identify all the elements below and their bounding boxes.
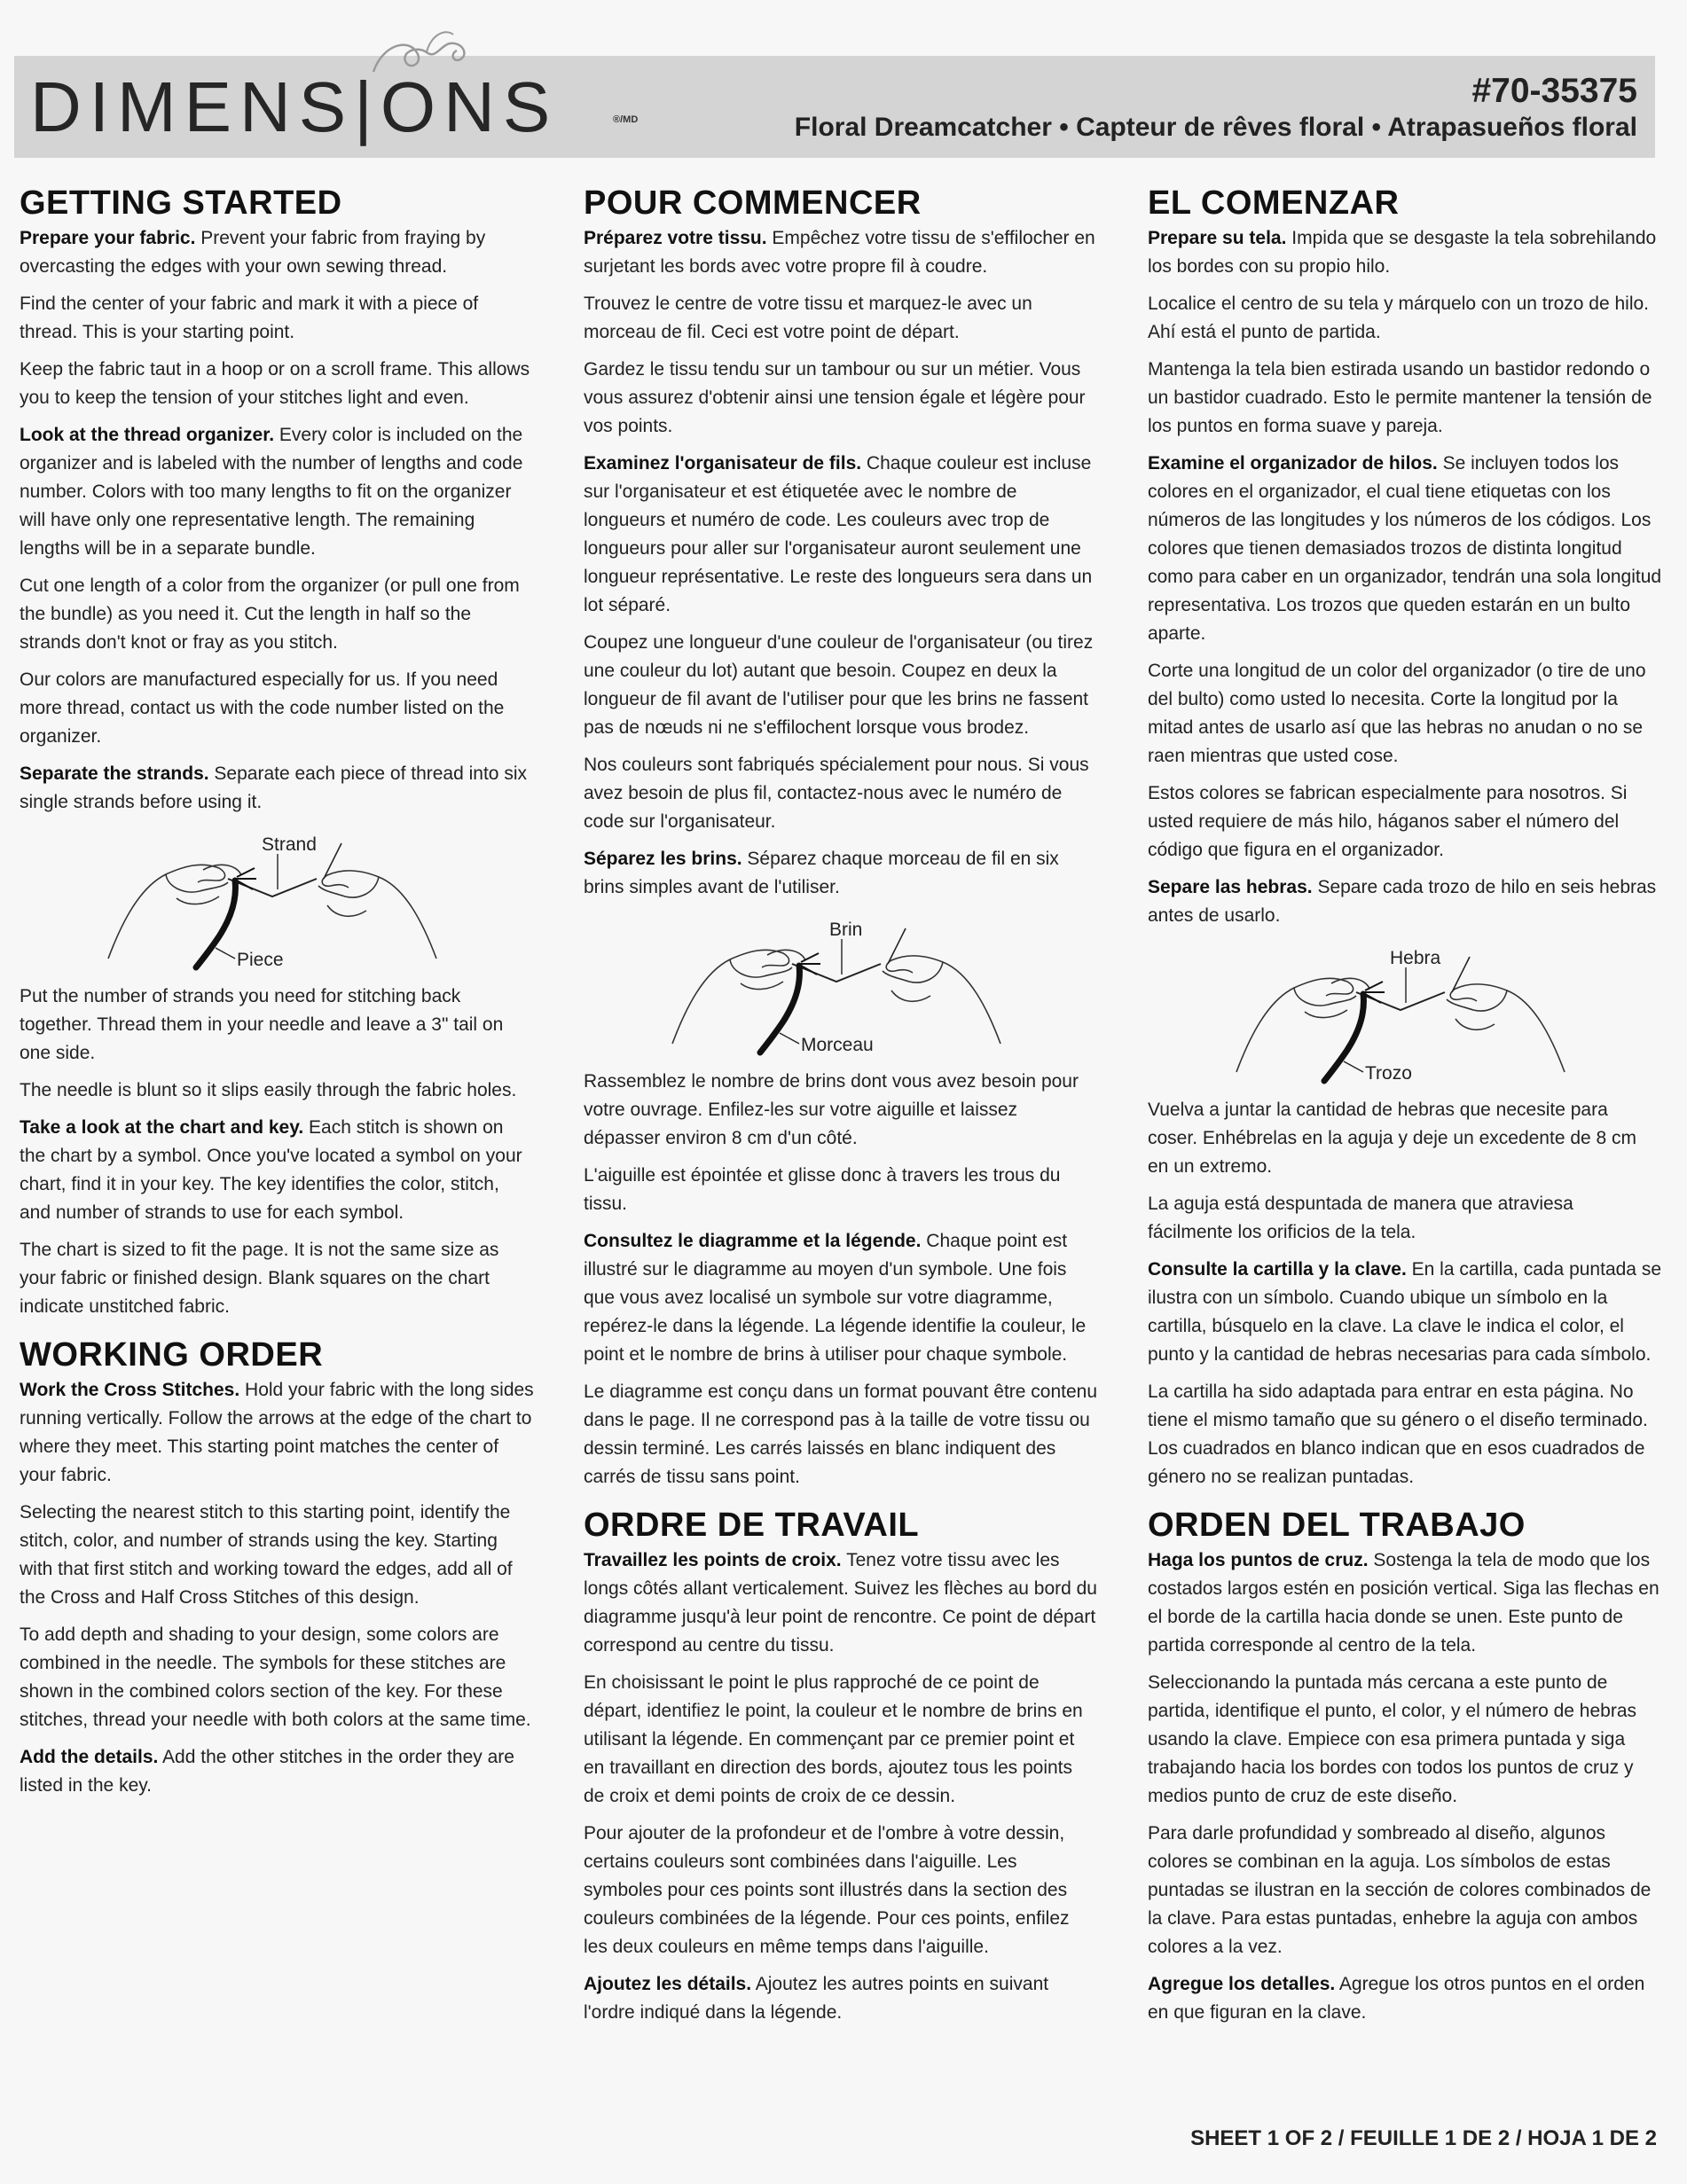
paragraph: L'aiguille est épointée et glisse donc à travers les trous du tissu.	[584, 1165, 1061, 1214]
paragraph: To add depth and shading to your design, some colors are combined in the needle. The symbols for these stitches are shown in the combined colors section of the key. For these stitches, thread your needle with both colors at the same time.	[20, 1624, 531, 1730]
paragraph: La aguja está despuntada de manera que atraviesa fácilmente los orificios de la tela.	[1148, 1194, 1573, 1242]
paragraph: Work the Cross Stitches. Hold your fabric with the long sides running vertically. Follow the arrows at the edge of the chart to where they meet. This starting point matches the center of your fabric.	[20, 1380, 534, 1485]
paragraph: Le diagramme est conçu dans un format pouvant être contenu dans le page. Il ne correspond pas à la taille de votre tissu ou dessin terminé. Les carrés laissés en blanc indiquent des carrés de tissu sans point.	[584, 1382, 1098, 1487]
paragraph: Gardez le tissu tendu sur un tambour ou sur un métier. Vous vous assurez d'obtenir ainsi une tension égale et légère pour vos points.	[584, 359, 1086, 436]
paragraph: Look at the thread organizer. Every color is included on the organizer and is labeled with the number of lengths and code number. Colors with too many lengths to fit on the organizer will have only one representative length. The remaining lengths will be in a separate bundle.	[20, 425, 523, 559]
paragraph: Add the details. Add the other stitches in the order they are listed in the key.	[20, 1747, 514, 1796]
paragraph: Travaillez les points de croix. Tenez votre tissu avec les longs côtés allant verticalement. Suivez les flèches au bord du diagramme jusqu'à leur point de rencontre. Ce point de départ correspond au centre du tissu.	[584, 1550, 1097, 1656]
product-title: Floral Dreamcatcher • Capteur de rêves floral • Atrapasueños floral	[794, 113, 1637, 142]
paragraph: Consulte la cartilla y la clave. En la cartilla, cada puntada se ilustra con un símbolo. Cuando ubique un símbolo en la cartilla, búsquelo en la clave. La clave le indica el color, el punto y la cantidad de hebras necesarias para cada símbolo.	[1148, 1259, 1661, 1365]
paragraph: Coupez une longueur d'une couleur de l'organisateur (ou tirez une couleur du lot) autant que besoin. Coupez en deux la longueur de fil avant de l'utiliser pour que les brins ne fassent pas de nœuds ni ne s'effilochent lorsque vous brodez.	[584, 632, 1094, 738]
paragraph: Haga los puntos de cruz. Sostenga la tela de modo que los costados largos estén en posición vertical. Siga las flechas en el borde de la cartilla hacia donde se unen. Este punto de partida corresponde al centro de la tela.	[1148, 1550, 1660, 1656]
paragraph: La cartilla ha sido adaptada para entrar en esta página. No tiene el mismo tamaño que su género o el diseño terminado. Los cuadrados en blanco indican que en esos cuadrados de género no se realizan puntadas.	[1148, 1382, 1648, 1487]
illustration-label-piece: Trozo	[1365, 1063, 1412, 1084]
paragraph: Rassemblez le nombre de brins dont vous avez besoin pour votre ouvrage. Enfilez-les sur votre aiguille et laissez dépasser environ 8 cm d'un côté.	[584, 1071, 1079, 1148]
section-heading: ORDEN DEL TRABAJO	[1148, 1507, 1526, 1544]
section-heading: POUR COMMENCER	[584, 184, 922, 222]
paragraph: Our colors are manufactured especially for us. If you need more thread, contact us with the code number listed on the organizer.	[20, 669, 505, 747]
illustration-label-strand: Hebra	[1390, 948, 1441, 968]
illustration-label-strand: Strand	[262, 834, 317, 855]
paragraph: Keep the fabric taut in a hoop or on a scroll frame. This allows you to keep the tension of your stitches light and even.	[20, 359, 530, 408]
paragraph: Selecting the nearest stitch to this starting point, identify the stitch, color, and number of strands using the key. Starting with that first stitch and working toward the edges, add all of the Cross and Half Cross Stitches of this design.	[20, 1502, 513, 1608]
paragraph: Vuelva a juntar la cantidad de hebras que necesite para coser. Enhébrelas en la aguja y deje un excedente de 8 cm en un extremo.	[1148, 1100, 1637, 1177]
section-heading: GETTING STARTED	[20, 184, 342, 222]
paragraph: Pour ajouter de la profondeur et de l'ombre à votre dessin, certains couleurs sont combinées dans l'aiguille. Les symboles pour ces points sont illustrés dans la section des couleurs combinées de la légende. Pour ces points, enfilez les deux couleurs en même temps dans l'aiguille.	[584, 1823, 1070, 1957]
hands-separating-thread-illustration	[668, 911, 1005, 1057]
section-heading: EL COMENZAR	[1148, 184, 1400, 222]
paragraph: Put the number of strands you need for stitching back together. Thread them in your needle and leave a 3" tail on one side.	[20, 986, 504, 1063]
paragraph: Localice el centro de su tela y márquelo con un trozo de hilo. Ahí está el punto de partida.	[1148, 294, 1650, 342]
paragraph: Cut one length of a color from the organizer (or pull one from the bundle) as you need it. Cut the length in half so the strands don't knot or fray as you stitch.	[20, 575, 520, 653]
paragraph: Ajoutez les détails. Ajoutez les autres points en suivant l'ordre indiqué dans la légende.	[584, 1974, 1049, 2023]
paragraph: Examine el organizador de hilos. Se incluyen todos los colores en el organizador, el cual tiene etiquetas con los números de las longitudes y los números de los códigos. Los colores que tienen demasiados trozos de distinta longitud como para caber en un organizador, tendrán una sola longitud representativa. Los trozos que queden estarán en un bulto aparte.	[1148, 453, 1662, 644]
brand-logo: DIMENS|ONS	[30, 67, 559, 146]
brand-trademark: ®/MD	[613, 114, 639, 125]
paragraph: Prepare su tela. Impida que se desgaste la tela sobrehilando los bordes con su propio hilo.	[1148, 228, 1657, 277]
column-french	[584, 182, 1098, 2036]
column-spanish	[1148, 182, 1662, 2036]
paragraph: Prepare your fabric. Prevent your fabric from fraying by overcasting the edges with your own sewing thread.	[20, 228, 486, 277]
paragraph: Mantenga la tela bien estirada usando un bastidor redondo o un bastidor cuadrado. Esto le permite mantener la tensión de los puntos en forma suave y pareja.	[1148, 359, 1652, 436]
paragraph: Consultez le diagramme et la légende. Chaque point est illustré sur le diagramme au moyen d'un symbole. Une fois que vous avez localisé un symbole sur votre diagramme, repérez-le dans la légende. La légende identifie la couleur, le point et le nombre de brins à utiliser pour chaque symbole.	[584, 1231, 1087, 1365]
paragraph: En choisissant le point le plus rapproché de ce point de départ, identifiez le point, la couleur et le nombre de brins en utilisant la légende. En commençant par ce premier point et en travaillant en direction des bords, ajoutez tous les points de croix et demi points de croix de ce dessin.	[584, 1672, 1083, 1806]
paragraph: Separe las hebras. Separe cada trozo de hilo en seis hebras antes de usarlo.	[1148, 877, 1657, 926]
paragraph: The needle is blunt so it slips easily through the fabric holes.	[20, 1080, 517, 1100]
paragraph: Para darle profundidad y sombreado al diseño, algunos colores se combinan en la aguja. Los símbolos de estas puntadas se ilustran en la sección de colores combinados de la clave. Para estas puntadas, enhebre la aguja con ambos colores a la vez.	[1148, 1823, 1652, 1957]
column-english	[20, 182, 534, 1809]
section-heading: WORKING ORDER	[20, 1336, 324, 1374]
hands-separating-thread-illustration	[1232, 939, 1569, 1085]
illustration-label-strand: Brin	[829, 920, 863, 940]
hands-separating-thread-illustration	[104, 826, 441, 972]
illustration-label-piece: Piece	[237, 950, 284, 970]
paragraph: Separate the strands. Separate each piece of thread into six single strands before using it.	[20, 763, 527, 812]
paragraph: The chart is sized to fit the page. It is not the same size as your fabric or finished design. Blank squares on the chart indicate unstitched fabric.	[20, 1240, 499, 1317]
paragraph: Estos colores se fabrican especialmente para nosotros. Si usted requiere de más hilo, háganos saber el número del código que figura en el organizador.	[1148, 783, 1628, 860]
paragraph: Seleccionando la puntada más cercana a este punto de partida, identifique el punto, el color, y el número de hebras usando la clave. Empiece con esa primera puntada y siga trabajando hacia los bordes con todos los puntos de cruz y medios punto de cruz de este diseño.	[1148, 1672, 1637, 1806]
illustration-label-piece: Morceau	[801, 1035, 874, 1055]
product-number: #70-35375	[1471, 72, 1637, 110]
paragraph: Trouvez le centre de votre tissu et marquez-le avec un morceau de fil. Ceci est votre point de départ.	[584, 294, 1032, 342]
paragraph: Préparez votre tissu. Empêchez votre tissu de s'effilocher en surjetant les bords avec votre propre fil à coudre.	[584, 228, 1095, 277]
sheet-number: SHEET 1 OF 2 / FEUILLE 1 DE 2 / HOJA 1 DE 2	[1190, 2126, 1657, 2150]
paragraph: Examinez l'organisateur de fils. Chaque couleur est incluse sur l'organisateur et est étiquetée avec le nombre de longueurs et numéro de code. Les couleurs avec trop de longueurs pour aller sur l'organisateur auront seulement une longueur représentative. Le reste des longueurs sera dans un lot séparé.	[584, 453, 1093, 615]
page-header	[14, 56, 1655, 158]
paragraph: Séparez les brins. Séparez chaque morceau de fil en six brins simples avant de l'utiliser.	[584, 849, 1059, 897]
paragraph: Agregue los detalles. Agregue los otros puntos en el orden en que figuran en la clave.	[1148, 1974, 1645, 2023]
section-heading: ORDRE DE TRAVAIL	[584, 1507, 920, 1544]
paragraph: Take a look at the chart and key. Each stitch is shown on the chart by a symbol. Once you've located a symbol on your chart, find it in your key. The key identifies the color, stitch, and number of strands to use for each symbol.	[20, 1117, 522, 1223]
paragraph: Nos couleurs sont fabriqués spécialement pour nous. Si vous avez besoin de plus fil, contactez-nous avec le numéro de code sur l'organisateur.	[584, 755, 1089, 832]
paragraph: Find the center of your fabric and mark it with a piece of thread. This is your starting point.	[20, 294, 479, 342]
paragraph: Corte una longitud de un color del organizador (o tire de uno del bulto) como usted lo necesita. Corte la longitud por la mitad antes de usarlo así que las hebras no anudan o no se raen mientras que usted cose.	[1148, 661, 1646, 766]
